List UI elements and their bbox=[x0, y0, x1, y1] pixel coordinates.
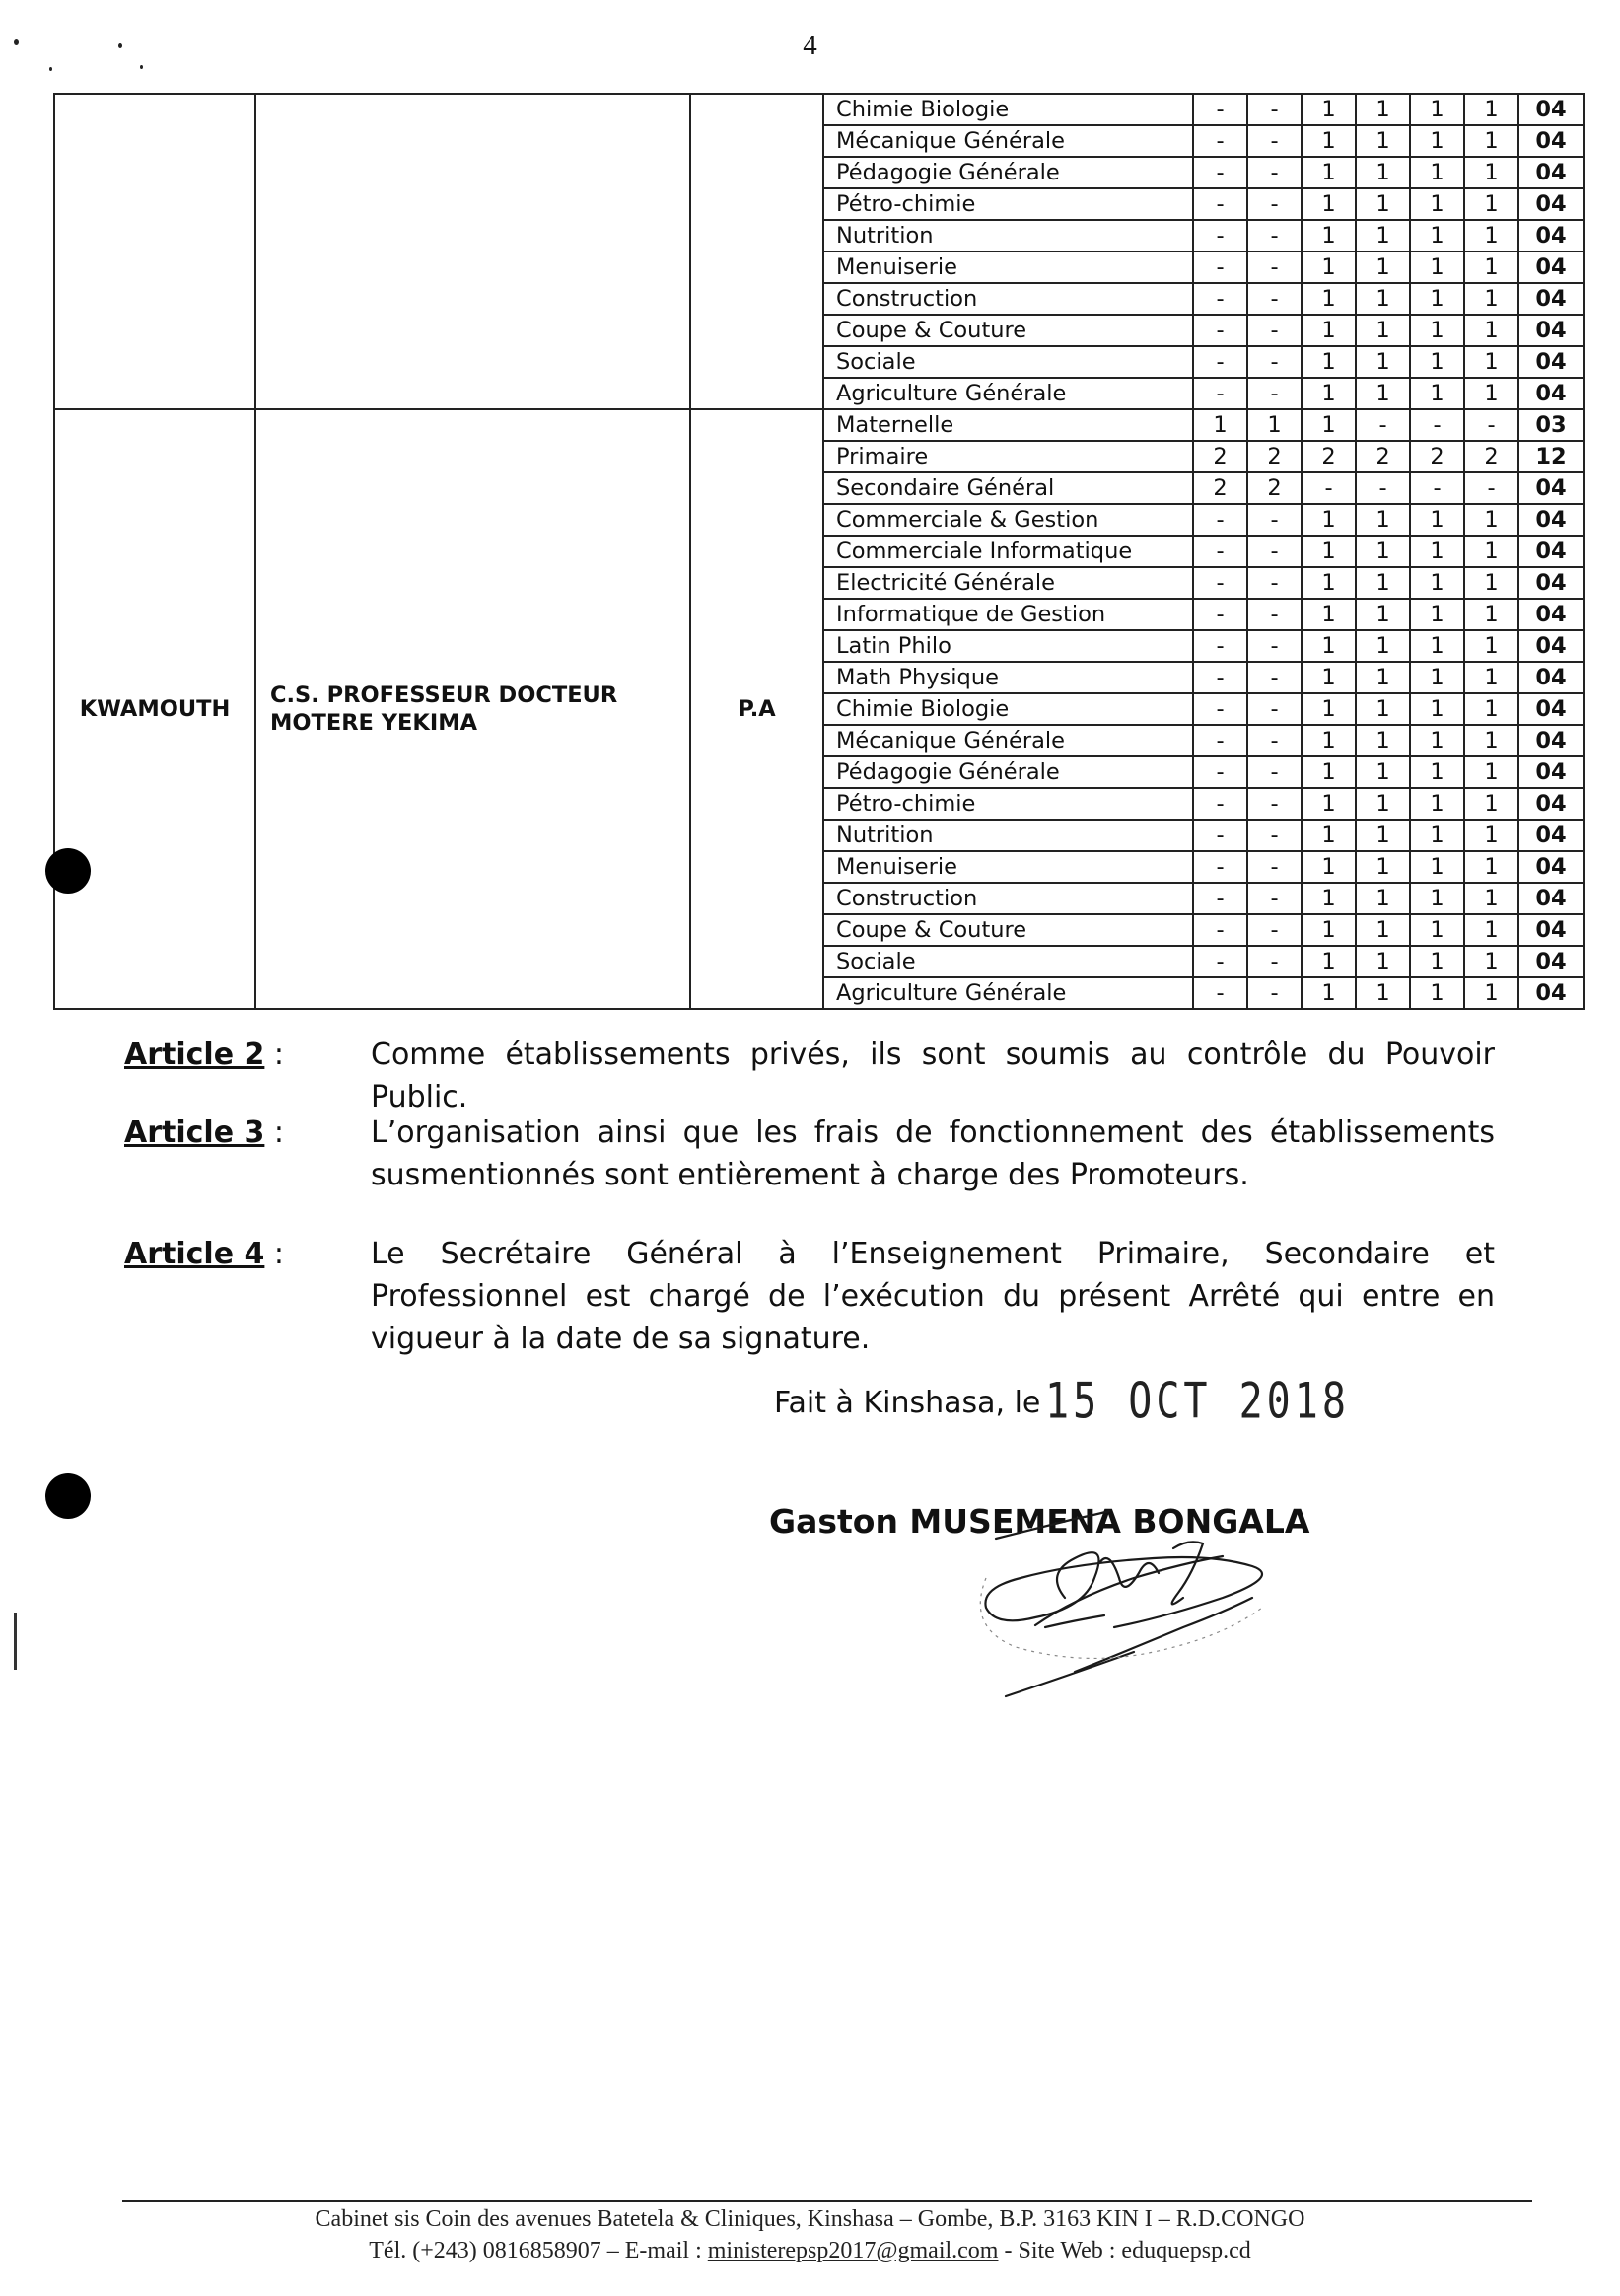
option-total: 04 bbox=[1518, 283, 1584, 315]
option-name: Commerciale Informatique bbox=[823, 536, 1193, 567]
class-count: - bbox=[1247, 851, 1302, 883]
class-count: 1 bbox=[1193, 409, 1247, 441]
class-count: 1 bbox=[1356, 346, 1410, 378]
class-count: 1 bbox=[1302, 346, 1356, 378]
class-count: - bbox=[1247, 94, 1302, 125]
option-name: Pétro-chimie bbox=[823, 788, 1193, 820]
class-count: - bbox=[1193, 315, 1247, 346]
class-count: - bbox=[1193, 504, 1247, 536]
class-count: - bbox=[1247, 725, 1302, 756]
class-count: - bbox=[1193, 283, 1247, 315]
class-count: 1 bbox=[1464, 283, 1518, 315]
class-count: - bbox=[1193, 94, 1247, 125]
class-count: 1 bbox=[1302, 315, 1356, 346]
class-count: - bbox=[1247, 756, 1302, 788]
option-total: 04 bbox=[1518, 315, 1584, 346]
class-count: 1 bbox=[1464, 756, 1518, 788]
class-count: 1 bbox=[1302, 409, 1356, 441]
class-count: - bbox=[1193, 820, 1247, 851]
option-total: 04 bbox=[1518, 220, 1584, 251]
class-count: 1 bbox=[1464, 536, 1518, 567]
class-count: 1 bbox=[1464, 94, 1518, 125]
article-text: L’organisation ainsi que les frais de fonctionnement des établissements susmentionnés sont entièrement à charge des Promoteurs. bbox=[371, 1115, 1495, 1192]
scan-speck bbox=[49, 67, 52, 71]
class-count: - bbox=[1410, 472, 1464, 504]
option-name: Electricité Générale bbox=[823, 567, 1193, 599]
place-date-line: Fait à Kinshasa, le bbox=[774, 1386, 1041, 1420]
class-count: - bbox=[1193, 378, 1247, 409]
location-cell bbox=[54, 94, 255, 409]
option-name: Maternelle bbox=[823, 409, 1193, 441]
option-total: 04 bbox=[1518, 725, 1584, 756]
article-label: Article 3 bbox=[124, 1115, 265, 1150]
class-count: 1 bbox=[1464, 567, 1518, 599]
class-count: - bbox=[1247, 157, 1302, 188]
date-stamp: 15 OCT 2018 bbox=[1045, 1373, 1350, 1430]
class-count: - bbox=[1193, 157, 1247, 188]
class-count: 1 bbox=[1410, 567, 1464, 599]
page-number: 4 bbox=[803, 30, 817, 61]
class-count: 1 bbox=[1410, 693, 1464, 725]
class-count: 1 bbox=[1356, 504, 1410, 536]
class-count: 1 bbox=[1302, 788, 1356, 820]
class-count: 1 bbox=[1356, 977, 1410, 1009]
class-count: 1 bbox=[1356, 220, 1410, 251]
class-count: 1 bbox=[1356, 693, 1410, 725]
footer-email-link[interactable]: ministerepsp2017@gmail.com bbox=[707, 2238, 999, 2263]
class-count: 1 bbox=[1464, 157, 1518, 188]
option-name: Pédagogie Générale bbox=[823, 157, 1193, 188]
school-cell: C.S. PROFESSEUR DOCTEUR MOTERE YEKIMA bbox=[255, 409, 690, 1009]
class-count: 1 bbox=[1410, 914, 1464, 946]
class-count: 1 bbox=[1464, 125, 1518, 157]
class-count: 1 bbox=[1302, 630, 1356, 662]
class-count: 1 bbox=[1356, 188, 1410, 220]
class-count: 2 bbox=[1410, 441, 1464, 472]
class-count: 1 bbox=[1356, 725, 1410, 756]
class-count: - bbox=[1247, 693, 1302, 725]
article-text: Comme établissements privés, ils sont soumis au contrôle du Pouvoir Public. bbox=[371, 1038, 1495, 1114]
option-total: 04 bbox=[1518, 851, 1584, 883]
class-count: 1 bbox=[1410, 820, 1464, 851]
punch-hole bbox=[45, 848, 91, 894]
option-total: 04 bbox=[1518, 567, 1584, 599]
class-count: 1 bbox=[1247, 409, 1302, 441]
class-count: 1 bbox=[1410, 157, 1464, 188]
option-total: 04 bbox=[1518, 472, 1584, 504]
class-count: - bbox=[1356, 472, 1410, 504]
class-count: 1 bbox=[1302, 125, 1356, 157]
table-row bbox=[54, 94, 1584, 125]
option-name: Math Physique bbox=[823, 662, 1193, 693]
article-4: Article 4 : Le Secrétaire Général à l’Enseignement Primaire, Secondaire et Professionnel est chargé de l’exécution du présent Arrêté qui entre en vigueur à la date de sa signature. bbox=[124, 1233, 1495, 1360]
class-count: 1 bbox=[1410, 883, 1464, 914]
class-count: 1 bbox=[1464, 851, 1518, 883]
class-count: 1 bbox=[1356, 536, 1410, 567]
regime-cell bbox=[690, 94, 823, 409]
class-count: 1 bbox=[1464, 914, 1518, 946]
option-total: 04 bbox=[1518, 630, 1584, 662]
class-count: - bbox=[1193, 630, 1247, 662]
class-count: - bbox=[1247, 220, 1302, 251]
class-count: 1 bbox=[1464, 346, 1518, 378]
class-count: 1 bbox=[1464, 977, 1518, 1009]
class-count: 1 bbox=[1356, 283, 1410, 315]
option-total: 04 bbox=[1518, 599, 1584, 630]
scan-speck bbox=[140, 65, 143, 69]
option-name: Agriculture Générale bbox=[823, 378, 1193, 409]
footer-contact: Tél. (+243) 0816858907 – E-mail : ministerepsp2017@gmail.com - Site Web : eduquepsp.cd bbox=[369, 2238, 1251, 2263]
option-total: 04 bbox=[1518, 346, 1584, 378]
class-count: 1 bbox=[1410, 283, 1464, 315]
class-count: 1 bbox=[1302, 725, 1356, 756]
option-total: 04 bbox=[1518, 536, 1584, 567]
option-name: Sociale bbox=[823, 946, 1193, 977]
class-count: 1 bbox=[1410, 630, 1464, 662]
class-count: - bbox=[1247, 283, 1302, 315]
option-name: Nutrition bbox=[823, 220, 1193, 251]
class-count: - bbox=[1193, 567, 1247, 599]
class-count: - bbox=[1247, 504, 1302, 536]
class-count: 1 bbox=[1302, 251, 1356, 283]
class-count: 1 bbox=[1356, 946, 1410, 977]
class-count: 1 bbox=[1410, 756, 1464, 788]
article-text: Le Secrétaire Général à l’Enseignement Primaire, Secondaire et Professionnel est chargé de l’exécution du présent Arrêté qui entre en vigueur à la date de sa signature. bbox=[371, 1237, 1495, 1356]
class-count: - bbox=[1356, 409, 1410, 441]
class-count: 1 bbox=[1302, 536, 1356, 567]
class-count: - bbox=[1193, 220, 1247, 251]
option-name: Chimie Biologie bbox=[823, 693, 1193, 725]
class-count: 1 bbox=[1410, 946, 1464, 977]
class-count: 1 bbox=[1410, 188, 1464, 220]
option-name: Informatique de Gestion bbox=[823, 599, 1193, 630]
class-count: 1 bbox=[1302, 188, 1356, 220]
class-count: - bbox=[1247, 630, 1302, 662]
schools-options-table bbox=[53, 93, 1585, 1010]
class-count: 1 bbox=[1302, 662, 1356, 693]
class-count: - bbox=[1464, 472, 1518, 504]
class-count: - bbox=[1193, 883, 1247, 914]
class-count: 1 bbox=[1410, 378, 1464, 409]
class-count: - bbox=[1302, 472, 1356, 504]
class-count: - bbox=[1193, 536, 1247, 567]
class-count: 1 bbox=[1464, 315, 1518, 346]
scan-speck bbox=[118, 43, 122, 48]
class-count: 1 bbox=[1356, 157, 1410, 188]
class-count: 1 bbox=[1356, 820, 1410, 851]
class-count: 1 bbox=[1302, 567, 1356, 599]
class-count: 1 bbox=[1410, 788, 1464, 820]
class-count: 1 bbox=[1464, 188, 1518, 220]
class-count: 1 bbox=[1410, 662, 1464, 693]
class-count: 1 bbox=[1464, 599, 1518, 630]
class-count: 1 bbox=[1356, 94, 1410, 125]
class-count: 1 bbox=[1464, 220, 1518, 251]
option-total: 04 bbox=[1518, 504, 1584, 536]
class-count: - bbox=[1247, 536, 1302, 567]
class-count: 1 bbox=[1302, 693, 1356, 725]
class-count: 1 bbox=[1356, 251, 1410, 283]
class-count: 1 bbox=[1410, 346, 1464, 378]
class-count: - bbox=[1247, 977, 1302, 1009]
article-label: Article 2 bbox=[124, 1038, 265, 1072]
class-count: 1 bbox=[1356, 662, 1410, 693]
class-count: 2 bbox=[1193, 472, 1247, 504]
option-name: Construction bbox=[823, 883, 1193, 914]
option-name: Coupe & Couture bbox=[823, 914, 1193, 946]
class-count: 1 bbox=[1302, 599, 1356, 630]
table-row bbox=[54, 409, 1584, 441]
option-name: Agriculture Générale bbox=[823, 977, 1193, 1009]
class-count: 1 bbox=[1464, 693, 1518, 725]
regime-cell: P.A bbox=[690, 409, 823, 1009]
article-3: Article 3 : L’organisation ainsi que les frais de fonctionnement des établissements susmentionnés sont entièrement à charge des Promoteurs. bbox=[124, 1112, 1495, 1196]
class-count: 1 bbox=[1302, 820, 1356, 851]
class-count: 1 bbox=[1302, 851, 1356, 883]
scan-edge-mark bbox=[14, 1613, 17, 1670]
class-count: 1 bbox=[1410, 315, 1464, 346]
option-name: Pétro-chimie bbox=[823, 188, 1193, 220]
option-total: 04 bbox=[1518, 914, 1584, 946]
class-count: 1 bbox=[1410, 725, 1464, 756]
class-count: 1 bbox=[1356, 756, 1410, 788]
class-count: - bbox=[1247, 788, 1302, 820]
class-count: - bbox=[1247, 914, 1302, 946]
class-count: 1 bbox=[1356, 883, 1410, 914]
class-count: 2 bbox=[1247, 441, 1302, 472]
class-count: 1 bbox=[1464, 725, 1518, 756]
option-name: Sociale bbox=[823, 346, 1193, 378]
handwritten-signature bbox=[927, 1479, 1302, 1765]
class-count: 1 bbox=[1410, 599, 1464, 630]
scan-speck bbox=[14, 39, 19, 45]
class-count: - bbox=[1193, 977, 1247, 1009]
option-name: Construction bbox=[823, 283, 1193, 315]
class-count: 1 bbox=[1410, 504, 1464, 536]
class-count: 1 bbox=[1356, 914, 1410, 946]
option-total: 03 bbox=[1518, 409, 1584, 441]
option-total: 04 bbox=[1518, 756, 1584, 788]
class-count: 1 bbox=[1302, 378, 1356, 409]
signer-name: Gaston MUSEMENA BONGALA bbox=[769, 1502, 1310, 1541]
class-count: 1 bbox=[1302, 756, 1356, 788]
class-count: - bbox=[1193, 188, 1247, 220]
class-count: 1 bbox=[1302, 977, 1356, 1009]
class-count: 1 bbox=[1464, 662, 1518, 693]
option-total: 04 bbox=[1518, 946, 1584, 977]
option-name: Secondaire Général bbox=[823, 472, 1193, 504]
option-name: Menuiserie bbox=[823, 851, 1193, 883]
class-count: - bbox=[1247, 567, 1302, 599]
option-total: 04 bbox=[1518, 788, 1584, 820]
class-count: 1 bbox=[1302, 883, 1356, 914]
option-total: 04 bbox=[1518, 378, 1584, 409]
class-count: - bbox=[1193, 914, 1247, 946]
class-count: 1 bbox=[1410, 94, 1464, 125]
class-count: 2 bbox=[1356, 441, 1410, 472]
class-count: 1 bbox=[1410, 851, 1464, 883]
class-count: - bbox=[1193, 851, 1247, 883]
option-name: Menuiserie bbox=[823, 251, 1193, 283]
class-count: - bbox=[1247, 315, 1302, 346]
class-count: - bbox=[1193, 346, 1247, 378]
class-count: 1 bbox=[1356, 125, 1410, 157]
option-name: Latin Philo bbox=[823, 630, 1193, 662]
class-count: 1 bbox=[1302, 220, 1356, 251]
class-count: - bbox=[1193, 693, 1247, 725]
class-count: 1 bbox=[1464, 251, 1518, 283]
class-count: 1 bbox=[1356, 315, 1410, 346]
class-count: 1 bbox=[1410, 125, 1464, 157]
class-count: 1 bbox=[1356, 378, 1410, 409]
class-count: - bbox=[1464, 409, 1518, 441]
option-total: 04 bbox=[1518, 125, 1584, 157]
option-name: Nutrition bbox=[823, 820, 1193, 851]
class-count: - bbox=[1247, 188, 1302, 220]
class-count: - bbox=[1247, 251, 1302, 283]
article-label: Article 4 bbox=[124, 1237, 265, 1271]
option-total: 04 bbox=[1518, 157, 1584, 188]
class-count: - bbox=[1193, 125, 1247, 157]
option-name: Coupe & Couture bbox=[823, 315, 1193, 346]
class-count: - bbox=[1247, 599, 1302, 630]
location-cell: KWAMOUTH bbox=[54, 409, 255, 1009]
class-count: - bbox=[1247, 820, 1302, 851]
class-count: - bbox=[1247, 946, 1302, 977]
class-count: - bbox=[1247, 883, 1302, 914]
option-name: Mécanique Générale bbox=[823, 725, 1193, 756]
class-count: 1 bbox=[1356, 567, 1410, 599]
class-count: - bbox=[1247, 662, 1302, 693]
class-count: 1 bbox=[1410, 220, 1464, 251]
class-count: - bbox=[1193, 756, 1247, 788]
class-count: 1 bbox=[1302, 157, 1356, 188]
option-total: 04 bbox=[1518, 662, 1584, 693]
class-count: - bbox=[1193, 599, 1247, 630]
class-count: 2 bbox=[1464, 441, 1518, 472]
class-count: - bbox=[1247, 378, 1302, 409]
option-name: Mécanique Générale bbox=[823, 125, 1193, 157]
option-total: 12 bbox=[1518, 441, 1584, 472]
class-count: - bbox=[1193, 788, 1247, 820]
class-count: 1 bbox=[1464, 378, 1518, 409]
class-count: 1 bbox=[1302, 94, 1356, 125]
class-count: 1 bbox=[1302, 283, 1356, 315]
class-count: 1 bbox=[1356, 630, 1410, 662]
school-cell bbox=[255, 94, 690, 409]
option-total: 04 bbox=[1518, 94, 1584, 125]
class-count: 2 bbox=[1247, 472, 1302, 504]
class-count: 2 bbox=[1193, 441, 1247, 472]
class-count: 1 bbox=[1410, 977, 1464, 1009]
class-count: - bbox=[1247, 125, 1302, 157]
option-name: Primaire bbox=[823, 441, 1193, 472]
class-count: - bbox=[1410, 409, 1464, 441]
class-count: 2 bbox=[1302, 441, 1356, 472]
option-name: Commerciale & Gestion bbox=[823, 504, 1193, 536]
class-count: - bbox=[1193, 251, 1247, 283]
class-count: 1 bbox=[1410, 536, 1464, 567]
class-count: 1 bbox=[1464, 504, 1518, 536]
option-total: 04 bbox=[1518, 820, 1584, 851]
option-total: 04 bbox=[1518, 251, 1584, 283]
class-count: - bbox=[1193, 662, 1247, 693]
class-count: 1 bbox=[1464, 788, 1518, 820]
class-count: 1 bbox=[1302, 504, 1356, 536]
option-total: 04 bbox=[1518, 693, 1584, 725]
option-name: Chimie Biologie bbox=[823, 94, 1193, 125]
footer-divider bbox=[122, 2200, 1532, 2202]
class-count: - bbox=[1193, 725, 1247, 756]
class-count: 1 bbox=[1302, 914, 1356, 946]
footer-address: Cabinet sis Coin des avenues Batetela & Cliniques, Kinshasa – Gombe, B.P. 3163 KIN I – R.D.CONGO bbox=[315, 2206, 1305, 2232]
class-count: 1 bbox=[1302, 946, 1356, 977]
class-count: 1 bbox=[1410, 251, 1464, 283]
class-count: - bbox=[1193, 946, 1247, 977]
class-count: 1 bbox=[1464, 820, 1518, 851]
class-count: 1 bbox=[1356, 851, 1410, 883]
class-count: 1 bbox=[1464, 630, 1518, 662]
option-total: 04 bbox=[1518, 188, 1584, 220]
option-name: Pédagogie Générale bbox=[823, 756, 1193, 788]
option-total: 04 bbox=[1518, 977, 1584, 1009]
article-2: Article 2 : Comme établissements privés, ils sont soumis au contrôle du Pouvoir Public. bbox=[124, 1034, 1495, 1118]
class-count: 1 bbox=[1356, 788, 1410, 820]
class-count: 1 bbox=[1356, 599, 1410, 630]
class-count: 1 bbox=[1464, 946, 1518, 977]
class-count: 1 bbox=[1464, 883, 1518, 914]
class-count: - bbox=[1247, 346, 1302, 378]
option-total: 04 bbox=[1518, 883, 1584, 914]
punch-hole bbox=[45, 1473, 91, 1519]
